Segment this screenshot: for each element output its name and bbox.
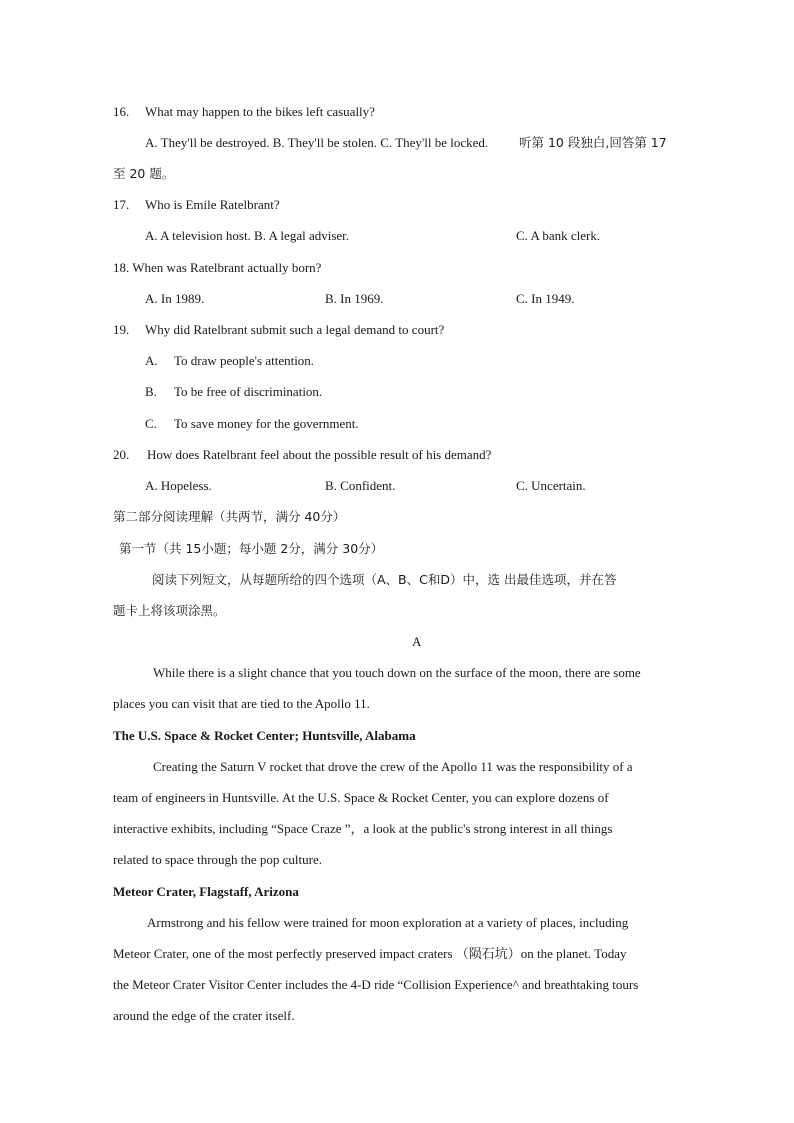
q17-option-ab: A. A television host. B. A legal adviser. — [145, 228, 350, 243]
section1-heading: 第一节（共 15小题；每小题 2分，满分 30分） — [119, 541, 384, 556]
paragraph2-line1: Armstrong and his fellow were trained for moon exploration at a variety of places, including — [147, 915, 629, 930]
paragraph2-line3: the Meteor Crater Visitor Center includes the 4-D ride “Collision Experience^ and breathtaking tours — [113, 977, 639, 992]
reading-instruction-line2: 题卡上将该项涂黑。 — [113, 603, 226, 618]
paragraph1-line2: team of engineers in Huntsville. At the U.S. Space & Rocket Center, you can explore dozens of — [113, 790, 609, 805]
part2-heading: 第二部分阅读理解（共两节，满分 40分） — [113, 509, 346, 524]
q17-question: Who is Emile Ratelbrant? — [145, 197, 280, 212]
q17-number: 17. — [113, 197, 130, 212]
q20-option-a: A. Hopeless. — [145, 478, 212, 493]
paragraph1-line4: related to space through the pop culture. — [113, 852, 323, 867]
q18-option-a: A. In 1989. — [145, 291, 205, 306]
q16-question: What may happen to the bikes left casually? — [145, 104, 375, 119]
passage-heading-1: The U.S. Space & Rocket Center; Huntsville, Alabama — [113, 728, 416, 743]
paragraph2-line2: Meteor Crater, one of the most perfectly preserved impact craters （陨石坑）on the planet. Today — [113, 946, 627, 961]
q20-option-b: B. Confident. — [325, 478, 396, 493]
q20-option-c: C. Uncertain. — [516, 478, 586, 493]
q16-options: A. They'll be destroyed. B. They'll be stolen. C. They'll be locked. — [145, 135, 489, 150]
passage-heading-2: Meteor Crater, Flagstaff, Arizona — [113, 884, 299, 899]
q19-option-b: To be free of discrimination. — [174, 384, 323, 399]
passage-label: A — [412, 634, 422, 649]
q20-question: How does Ratelbrant feel about the possible result of his demand? — [147, 447, 492, 462]
passage-intro-line1: While there is a slight chance that you touch down on the surface of the moon, there are some — [153, 665, 641, 680]
q19-question: Why did Ratelbrant submit such a legal demand to court? — [145, 322, 445, 337]
q18-option-b: B. In 1969. — [325, 291, 384, 306]
q18-question: 18. When was Ratelbrant actually born? — [113, 260, 322, 275]
q20-number: 20. — [113, 447, 130, 462]
q17-option-c: C. A bank clerk. — [516, 228, 601, 243]
q19-number: 19. — [113, 322, 130, 337]
paragraph2-line4: around the edge of the crater itself. — [113, 1008, 295, 1023]
q19-option-b-letter: B. — [145, 384, 157, 399]
q19-option-a-letter: A. — [145, 353, 158, 368]
reading-instruction-line1: 阅读下列短文，从每题所给的四个选项（A、B、C和D）中，选 出最佳选项，并在答 — [152, 572, 617, 587]
paragraph1-line1: Creating the Saturn V rocket that drove the crew of the Apollo 11 was the responsibility of a — [153, 759, 633, 774]
section-instruction-cont: 至 20 题。 — [113, 166, 175, 181]
passage-intro-line2: places you can visit that are tied to the Apollo 11. — [113, 696, 370, 711]
section-instruction: 听第 10 段独白,回答第 17 — [519, 135, 667, 150]
q18-option-c: C. In 1949. — [516, 291, 575, 306]
paragraph1-line3: interactive exhibits, including “Space Craze ”，a look at the public's strong interest in all things — [113, 821, 613, 836]
q19-option-c: To save money for the government. — [174, 416, 359, 431]
q19-option-a: To draw people's attention. — [174, 353, 315, 368]
q19-option-c-letter: C. — [145, 416, 157, 431]
q16-number: 16. — [113, 104, 130, 119]
